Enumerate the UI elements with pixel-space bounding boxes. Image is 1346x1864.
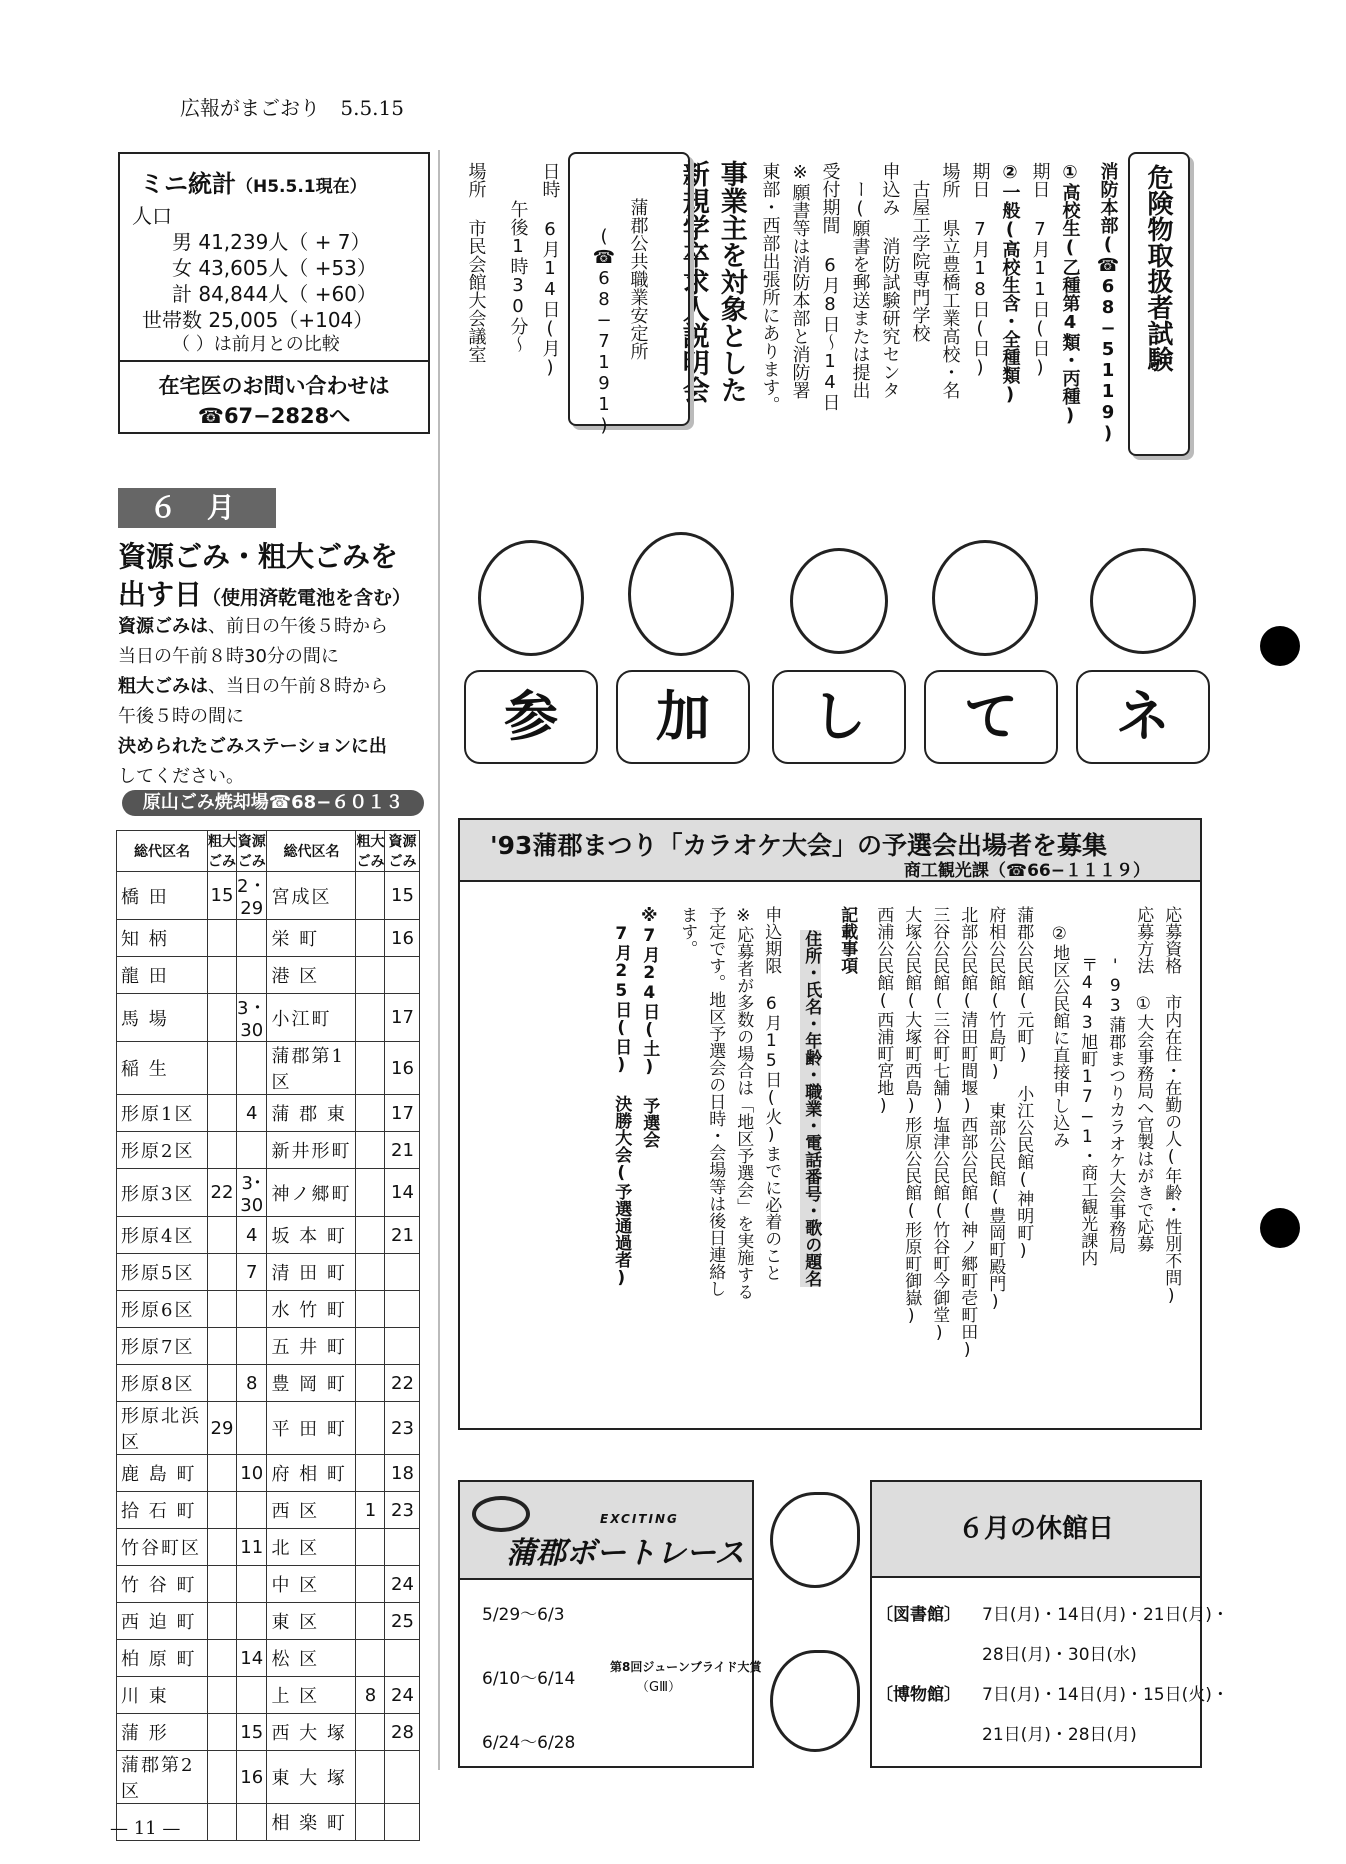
hazard-item: 受付期間 6月8日〜14日 — [819, 162, 841, 411]
table-cell: 17 — [385, 1095, 420, 1132]
table-cell — [208, 1804, 237, 1841]
closed-days-box — [870, 1480, 1229, 1768]
binding-hole-mark — [1260, 1208, 1300, 1248]
table-cell: 西 区 — [267, 1492, 356, 1529]
table-cell: 竹谷町区 — [117, 1529, 208, 1566]
table-cell: 蒲 形 — [117, 1714, 208, 1751]
hazard-exam-title: 危険物取扱者試験 — [1143, 164, 1173, 372]
table-row — [117, 1132, 420, 1169]
table-cell: 神ノ郷町 — [267, 1169, 356, 1217]
table-cell — [385, 1291, 420, 1328]
table-cell: 上 区 — [267, 1677, 356, 1714]
table-cell: 拾 石 町 — [117, 1492, 208, 1529]
garbage-title: 資源ごみ・粗大ごみを 出す日（使用済乾電池を含む） — [118, 540, 412, 611]
table-cell: 龍 田 — [117, 957, 208, 994]
table-row — [117, 994, 420, 1042]
table-header: 粗大ごみ — [208, 831, 237, 872]
table-cell: 竹 谷 町 — [117, 1566, 208, 1603]
table-cell: 21 — [385, 1132, 420, 1169]
table-cell — [208, 1365, 237, 1402]
race-schedule-item: 6/10〜6/14 — [482, 1669, 576, 1689]
table-cell — [356, 1254, 385, 1291]
table-cell: 形原8区 — [117, 1365, 208, 1402]
karaoke-item: ※7月24日(土) 予選会 — [639, 906, 660, 1148]
table-cell: 橋 田 — [117, 872, 208, 920]
card-letter: 加 — [616, 670, 750, 764]
table-cell: 18 — [385, 1455, 420, 1492]
table-cell — [237, 1492, 267, 1529]
table-cell: 鹿 島 町 — [117, 1455, 208, 1492]
table-cell: 形原5区 — [117, 1254, 208, 1291]
table-cell: 28 — [385, 1714, 420, 1751]
table-cell: 4 — [237, 1217, 267, 1254]
table-cell: 清 田 町 — [267, 1254, 356, 1291]
table-cell: 1 — [356, 1492, 385, 1529]
table-cell: 形原6区 — [117, 1291, 208, 1328]
karaoke-item: 記載事項 — [837, 906, 858, 974]
table-cell — [208, 1095, 237, 1132]
karaoke-item: 蒲郡公民館(元町) 小江公民館(神明町) — [1013, 906, 1034, 1261]
table-cell: 14 — [237, 1640, 267, 1677]
jobfair-time: 午後1時30分〜 — [507, 200, 529, 353]
table-cell — [356, 1603, 385, 1640]
table-cell — [208, 994, 237, 1042]
page-number: — 11 — — [110, 1818, 181, 1839]
month-badge: ６ 月 — [118, 488, 276, 528]
table-cell — [237, 920, 267, 957]
jobfair-place: 場所 市民会館大会議室 — [465, 162, 487, 363]
table-cell — [356, 1402, 385, 1455]
table-cell: 川 東 — [117, 1677, 208, 1714]
table-cell — [356, 994, 385, 1042]
karaoke-item: 〒443旭町17−1・商工観光課内 — [1077, 956, 1098, 1266]
boy-with-cap-character — [790, 548, 888, 654]
karaoke-item: ②地区公民館に直接申し込み — [1049, 924, 1070, 1148]
table-cell: 五 井 町 — [267, 1328, 356, 1365]
table-cell: 相 楽 町 — [267, 1804, 356, 1841]
table-cell — [356, 1328, 385, 1365]
karaoke-item: 西浦公民館(西浦町宮地) — [873, 906, 894, 1116]
karaoke-item: 7月25日(日) 決勝大会(予選通過者) — [611, 924, 632, 1288]
garbage-instructions: 資源ごみは、前日の午後５時から 当日の午前８時30分の間に 粗大ごみは、当日の午前８時から 午後５時の間に 決められたごみステーションに出 してください。 — [118, 616, 388, 787]
comparison-note: （ ）は前月との比較 — [172, 334, 340, 355]
table-cell — [237, 1132, 267, 1169]
issue-date: 5.5.15 — [340, 96, 404, 120]
table-cell: 坂 本 町 — [267, 1217, 356, 1254]
doctor-phone: ☎67−2828へ — [197, 404, 351, 428]
table-cell: 15 — [237, 1714, 267, 1751]
table-row — [117, 1328, 420, 1365]
incineration-plant-phone: 原山ごみ焼却場☎68−６０１３ — [122, 790, 424, 816]
table-header: 粗大ごみ — [356, 831, 385, 872]
table-cell — [237, 1291, 267, 1328]
museum-label: 〔博物館〕 — [876, 1685, 961, 1705]
card-letter: 参 — [464, 670, 598, 764]
table-cell: 16 — [385, 1042, 420, 1095]
table-cell — [208, 1603, 237, 1640]
table-cell: 水 竹 町 — [267, 1291, 356, 1328]
table-cell — [356, 1640, 385, 1677]
table-cell — [385, 957, 420, 994]
table-row — [117, 1254, 420, 1291]
race-schedule-item: 6/24〜6/28 — [482, 1733, 576, 1753]
table-cell: 23 — [385, 1402, 420, 1455]
hazard-item: ①高校生(乙種第4類・丙種) — [1059, 162, 1081, 426]
table-cell — [385, 1751, 420, 1804]
newsletter-title: 広報がまごおり — [180, 96, 320, 120]
table-cell — [356, 1751, 385, 1804]
table-cell — [208, 1217, 237, 1254]
jobfair-title: 事業主を対象とした — [715, 160, 747, 403]
hazard-item: 期日 7月11日(日) — [1029, 162, 1051, 378]
table-row — [117, 1714, 420, 1751]
table-cell — [237, 1677, 267, 1714]
table-cell — [356, 1804, 385, 1841]
table-cell — [385, 1254, 420, 1291]
table-cell: 形原4区 — [117, 1217, 208, 1254]
table-row — [117, 1603, 420, 1640]
hazard-item: 期日 7月18日(日) — [969, 162, 991, 378]
table-cell: 東 区 — [267, 1603, 356, 1640]
table-cell — [356, 1365, 385, 1402]
table-cell — [356, 1566, 385, 1603]
column-divider — [438, 150, 440, 1770]
karaoke-dept: 商工観光課（☎66−１１１９） — [903, 861, 1150, 881]
table-row — [117, 1751, 420, 1804]
table-cell: 西 迫 町 — [117, 1603, 208, 1640]
table-row — [117, 1169, 420, 1217]
boat-race-logo: EXCITING 蒲郡ボートレース — [460, 1482, 752, 1580]
hazard-item: ②一般(高校生含・全種類) — [999, 162, 1021, 405]
table-cell: 29 — [208, 1402, 237, 1455]
table-cell: 14 — [385, 1169, 420, 1217]
table-cell: 北 区 — [267, 1529, 356, 1566]
karaoke-item: 予定です。地区予選会の日時・会場等は後日連絡し — [705, 906, 726, 1297]
household-count: 世帯数 25,005（+104） — [142, 308, 374, 332]
card-letter: ネ — [1076, 670, 1210, 764]
table-cell — [237, 1328, 267, 1365]
hazard-dept: 消防本部(☎68−5119) — [1097, 162, 1119, 444]
karaoke-title: '93蒲郡まつり「カラオケ大会」の予選会出場者を募集 — [490, 831, 1107, 860]
table-cell — [208, 1640, 237, 1677]
table-cell: 7 — [237, 1254, 267, 1291]
table-cell — [356, 920, 385, 957]
karaoke-item: '93蒲郡まつりカラオケ大会事務局 — [1105, 956, 1126, 1254]
table-row — [117, 1492, 420, 1529]
table-cell — [356, 1217, 385, 1254]
table-row — [117, 957, 420, 994]
page-header — [180, 92, 418, 121]
table-cell: 形原北浜区 — [117, 1402, 208, 1455]
jobfair-title: 新規学卒求人説明会 — [677, 160, 709, 403]
table-cell — [356, 1529, 385, 1566]
closed-days-title: ６月の休館日 — [872, 1482, 1200, 1578]
table-row — [117, 1095, 420, 1132]
table-cell: 稲 生 — [117, 1042, 208, 1095]
table-cell: 11 — [237, 1529, 267, 1566]
hazard-item: 古屋工学院専門学校 — [909, 180, 931, 342]
mini-stats-title: ミニ統計（H5.5.1現在） — [140, 170, 367, 198]
binding-hole-mark — [1260, 626, 1300, 666]
table-cell: 15 — [208, 872, 237, 920]
table-cell — [237, 957, 267, 994]
hazard-exam-title-box — [1128, 152, 1190, 456]
table-cell: 3・30 — [237, 994, 267, 1042]
population-label: 人口 — [132, 204, 172, 228]
elderly-man-character — [932, 540, 1038, 656]
table-cell — [385, 1804, 420, 1841]
karaoke-item: ます。 — [677, 906, 698, 957]
table-cell: 蒲郡第1区 — [267, 1042, 356, 1095]
table-cell: 10 — [237, 1455, 267, 1492]
woman-character — [628, 532, 734, 656]
table-cell — [208, 1042, 237, 1095]
bird-mascot-icon — [770, 1650, 860, 1752]
table-cell — [208, 1751, 237, 1804]
table-cell — [208, 1254, 237, 1291]
garbage-schedule-table — [116, 830, 420, 1841]
female-count: 女 43,605人（ +53） — [172, 256, 377, 280]
table-row — [117, 872, 420, 920]
table-cell — [356, 1714, 385, 1751]
table-cell — [208, 1677, 237, 1714]
table-row — [117, 920, 420, 957]
male-count: 男 41,239人（ + 7） — [172, 230, 371, 254]
table-cell — [208, 1566, 237, 1603]
table-row — [117, 1402, 420, 1455]
table-row — [117, 1291, 420, 1328]
table-cell: 形原1区 — [117, 1095, 208, 1132]
table-cell: 蒲郡第2区 — [117, 1751, 208, 1804]
table-cell — [356, 1095, 385, 1132]
table-cell: 形原2区 — [117, 1132, 208, 1169]
table-cell: 小江町 — [267, 994, 356, 1042]
karaoke-header — [460, 820, 1200, 882]
card-letter: て — [924, 670, 1058, 764]
table-cell: 形原3区 — [117, 1169, 208, 1217]
table-cell: 西 大 塚 — [267, 1714, 356, 1751]
table-cell — [385, 1529, 420, 1566]
karaoke-item: ※応募者が多数の場合は「地区予選会」を実施する — [733, 906, 754, 1300]
race-event-grade: （GⅢ） — [636, 1680, 682, 1695]
table-row — [117, 1455, 420, 1492]
table-cell — [237, 1566, 267, 1603]
karaoke-item: 住所・氏名・年齢・職業・電話番号・歌の題名 — [801, 930, 822, 1287]
table-cell — [208, 1132, 237, 1169]
karaoke-item: 三谷公民館(三谷町七舗)塩津公民館(竹谷町今御堂) — [929, 906, 950, 1343]
table-cell: 新井形町 — [267, 1132, 356, 1169]
jobfair-date: 日時 6月14日(月) — [539, 162, 561, 378]
table-cell — [356, 1169, 385, 1217]
table-cell — [208, 1529, 237, 1566]
table-row — [117, 1677, 420, 1714]
table-cell: 蒲 郡 東 — [267, 1095, 356, 1132]
table-cell: 22 — [208, 1169, 237, 1217]
table-cell: 港 区 — [267, 957, 356, 994]
table-cell — [356, 1132, 385, 1169]
hazard-item: 東部・西部出張所にあります。 — [759, 162, 781, 414]
table-cell — [208, 1455, 237, 1492]
table-row — [117, 1529, 420, 1566]
table-cell — [356, 872, 385, 920]
card-letter: し — [772, 670, 906, 764]
karaoke-item: 北部公民館(清田町間堰)西部公民館(神ノ郷町壱町田) — [957, 906, 978, 1360]
hazard-item: ー(願書を郵送または提出 — [849, 180, 871, 399]
dog-character — [1090, 548, 1196, 654]
library-label: 〔図書館〕 — [876, 1605, 961, 1625]
race-schedule-item: 5/29〜6/3 — [482, 1605, 565, 1625]
table-header: 総代区名 — [267, 831, 356, 872]
karaoke-item: 大塚公民館(大塚町西島)形原公民館(形原町御嶽) — [901, 906, 922, 1326]
table-cell: 23 — [385, 1492, 420, 1529]
mini-stats-box — [118, 152, 430, 434]
table-cell: 17 — [385, 994, 420, 1042]
boat-race-box — [458, 1480, 762, 1768]
hazard-item: ※願書等は消防本部と消防署 — [789, 162, 811, 399]
table-cell — [208, 957, 237, 994]
table-cell: 豊 岡 町 — [267, 1365, 356, 1402]
table-cell — [237, 1804, 267, 1841]
table-header-row — [117, 831, 420, 872]
table-cell — [208, 920, 237, 957]
table-row — [117, 1217, 420, 1254]
table-cell: 東 大 塚 — [267, 1751, 356, 1804]
museum-dates: 21日(月)・28日(月) — [982, 1725, 1137, 1745]
table-cell: 16 — [237, 1751, 267, 1804]
table-cell — [208, 1328, 237, 1365]
table-cell: 24 — [385, 1566, 420, 1603]
karaoke-recruitment-box — [458, 818, 1202, 1430]
table-cell: 8 — [237, 1365, 267, 1402]
table-cell — [385, 1328, 420, 1365]
karaoke-item: 申込期限 6月15日(火)までに必着のこと — [761, 906, 782, 1281]
bird-mascot-icon — [770, 1492, 860, 1588]
mini-stats-divider — [120, 360, 428, 362]
table-cell: 4 — [237, 1095, 267, 1132]
table-cell — [237, 1603, 267, 1640]
total-count: 計 84,844人（ +60） — [172, 282, 377, 306]
jobfair-org: 蒲郡公共職業安定所 — [627, 198, 649, 360]
table-cell: 柏 原 町 — [117, 1640, 208, 1677]
library-dates: 28日(月)・30日(水) — [982, 1645, 1137, 1665]
table-cell — [356, 1455, 385, 1492]
table-cell: 16 — [385, 920, 420, 957]
table-header: 資源ごみ — [237, 831, 267, 872]
table-row — [117, 1042, 420, 1095]
hazard-item: 場所 県立豊橋工業高校・名 — [939, 162, 961, 399]
karaoke-item: 府相公民館(竹島町) 東部公民館(豊岡町殿門) — [985, 906, 1006, 1312]
hazard-item: 申込み 消防試験研究センタ — [879, 162, 901, 399]
karaoke-item: 応募方法 ①大会事務局へ官製はがきで応募 — [1133, 906, 1154, 1252]
table-cell: 栄 町 — [267, 920, 356, 957]
man-with-glasses-character — [478, 540, 584, 656]
table-cell: 15 — [385, 872, 420, 920]
table-cell: 府 相 町 — [267, 1455, 356, 1492]
table-cell — [356, 1042, 385, 1095]
race-event-name: 第8回ジューンブライド大賞 — [610, 1660, 762, 1674]
table-cell — [237, 1042, 267, 1095]
table-cell: 形原7区 — [117, 1328, 208, 1365]
doctor-inquiry: 在宅医のお問い合わせは — [158, 374, 390, 398]
table-row — [117, 1640, 420, 1677]
table-cell — [356, 957, 385, 994]
table-cell: 中 区 — [267, 1566, 356, 1603]
table-cell: 知 柄 — [117, 920, 208, 957]
table-row — [117, 1365, 420, 1402]
table-header: 総代区名 — [117, 831, 208, 872]
table-cell: 2・29 — [237, 872, 267, 920]
table-cell — [208, 1492, 237, 1529]
table-cell: 3･30 — [237, 1169, 267, 1217]
library-dates: 7日(月)・14日(月)・21日(月)・ — [982, 1605, 1229, 1625]
karaoke-item: 応募資格 市内在住・在勤の人(年齢・性別不問) — [1161, 906, 1182, 1306]
table-cell: 松 区 — [267, 1640, 356, 1677]
table-cell: 24 — [385, 1677, 420, 1714]
table-cell: 平 田 町 — [267, 1402, 356, 1455]
table-cell — [356, 1291, 385, 1328]
table-cell: 宮成区 — [267, 872, 356, 920]
table-cell: 8 — [356, 1677, 385, 1714]
table-header: 資源ごみ — [385, 831, 420, 872]
table-cell: 馬 場 — [117, 994, 208, 1042]
table-cell: 21 — [385, 1217, 420, 1254]
table-cell: 22 — [385, 1365, 420, 1402]
table-cell — [208, 1291, 237, 1328]
museum-dates: 7日(月)・14日(月)・15日(火)・ — [982, 1685, 1229, 1705]
table-cell — [237, 1402, 267, 1455]
table-cell — [385, 1640, 420, 1677]
jobfair-phone: (☎68−7191) — [593, 226, 615, 436]
table-cell: 25 — [385, 1603, 420, 1640]
table-cell — [208, 1714, 237, 1751]
table-row — [117, 1566, 420, 1603]
boat-logo-icon — [472, 1496, 530, 1532]
